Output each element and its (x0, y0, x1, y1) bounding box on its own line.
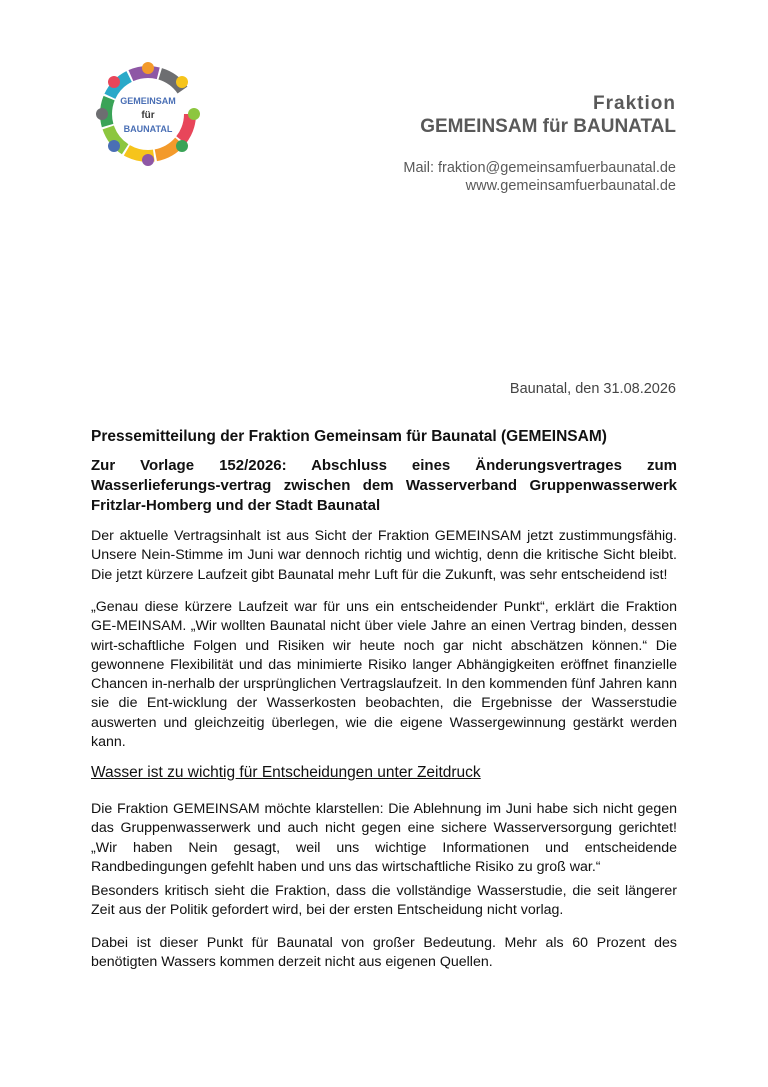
section-paragraph: Dabei ist dieser Punkt für Baunatal von großer Bedeutung. Mehr als 60 Prozent des benötigten Wassers kommen derzeit nicht aus eigenen Quellen. (91, 935, 677, 971)
fraktion-name: GEMEINSAM für BAUNATAL (420, 116, 676, 137)
fraktion-label: Fraktion (593, 93, 676, 114)
body-paragraph: Der aktuelle Vertragsinhalt ist aus Sicht der Fraktion GEMEINSAM jetzt zustimmungsfähig. Unsere Nein-Stimme im Juni war dennoch richtig und wichtig, denn die kritische Sicht bleibt. Die jetzt kürzere Laufzeit gibt Baunatal mehr Luft für die Zukunft, was sehr entscheidend ist! (91, 528, 677, 583)
section-heading: Wasser ist zu wichtig für Entscheidungen unter Zeitdruck (91, 764, 481, 781)
logo-text-line1: GEMEINSAM (120, 96, 176, 106)
section-paragraph: Besonders kritisch sieht die Fraktion, dass die vollständige Wasserstudie, die seit längerer Zeit aus der Politik gefordert wird, bei der ersten Entscheidung nicht vorlag. (91, 883, 677, 919)
subject-heading: Zur Vorlage 152/2026: Abschluss eines Änderungsvertrages zum Wasserlieferungs-vertrag zwischen dem Wasserverband Gruppenwasserwerk Fritzlar-Homberg und der Stadt Baunatal (91, 457, 677, 514)
logo-text-line2: für (141, 110, 155, 121)
section-paragraph: Die Fraktion GEMEINSAM möchte klarstellen: Die Ablehnung im Juni habe sich nicht gegen das Gruppenwasserwerk und auch nicht gegen eine sichere Wasserversorgung gerichtet! „Wir haben Nein gesagt, weil uns wichtige Informationen und entscheidende Randbedingungen gefehlt haben und uns das wirtschaftliche Risiko zu groß war.“ (91, 801, 677, 875)
logo-ring-graphic (96, 62, 200, 166)
letterhead (420, 92, 676, 139)
press-release-title: Pressemitteilung der Fraktion Gemeinsam für Baunatal (GEMEINSAM) (91, 428, 607, 445)
dateline: Baunatal, den 31.08.2026 (509, 381, 676, 397)
contact-mail: Mail: fraktion@gemeinsamfuerbaunatal.de (403, 160, 676, 176)
contact-block (403, 159, 676, 195)
logo-text-line3: BAUNATAL (123, 124, 173, 134)
body-paragraph: „Genau diese kürzere Laufzeit war für uns ein entscheidender Punkt“, erklärt die Fraktion GE-MEINSAM. „Wir wollten Baunatal nicht über viele Jahre an einen Vertrag binden, dessen wirt-schaftliche Folgen und Risiken wir heute noch gar nicht abschätzen können.“ Die gewonnene Flexibilität und das minimierte Risiko langer Abhängigkeiten eröffnet finanzielle Chancen in-nerhalb der ursprünglichen Vertragslaufzeit. In den kommenden fünf Jahren kann sie die Ent-wicklung der Wasserkosten beobachten, die Ergebnisse der Wasserstudie auswerten und gleichzeitig überlegen, wie die eigene Wassergewinnung gestärkt werden kann. (91, 599, 677, 751)
contact-web: www.gemeinsamfuerbaunatal.de (465, 178, 676, 194)
gemeinsam-logo (96, 62, 200, 166)
